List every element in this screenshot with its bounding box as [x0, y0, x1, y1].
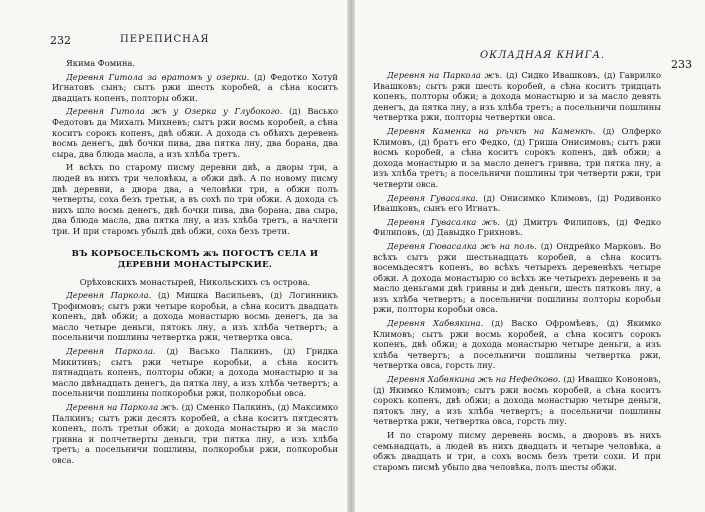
- paragraph: Деревня Гувасалка жъ. (д) Дмитръ Филиповъ, (д) Федко Филиповъ, (д) Давыдко Грихновъ.: [373, 216, 661, 238]
- paragraph: Деревня Паркола. (д) Мишка Васильевъ, (д) Логинникъ Трофимовъ; сытъ ржи четыре коробьи, а сѣна коситъ двадцать копенъ, двѣ обжи; а дохода монастырю восмь денегъ, да за масло четыре деньги, пятокъ лну, а изъ хлѣба четвертъ; а посельничи пошлины четвертка ржи, четвертка овса.: [52, 290, 338, 343]
- paragraph: И всѣхъ по старому писму деревни двѣ, а дворы три, а людей въ нихъ три человѣкы, а обжи двѣ. А по новому писму двѣ деревни, а двора два, а человѣки три, а обжи полъ четверты, соха безъ третьи, а въ сохѣ по три обжи. А дохода съ нихъ шло восмь денегъ, двѣ бочки пива, два борана, два сыра, два блюда масла, два пятка лну, а изъ хлѣба третъ, а начлеги три. И при старомъ убылѣ двѣ обжи, соха безъ трети.: [52, 162, 338, 236]
- paragraph: Якима Фомина.: [66, 58, 136, 68]
- right-page-number: 233: [671, 58, 692, 71]
- right-running-head: ОКЛАДНАЯ КНИГА.: [480, 50, 606, 61]
- paragraph: Деревня на Паркола жъ. (д) Сидко Ивашковъ, (д) Гаврилко Ивашковъ; сытъ ржи шесть коробей, а сѣна коситъ тридцать копенъ, полторы обжи; а дохода монастырю и за масло девять денегъ, да пятка лну, а изъ хлѣба третъ; а посельничи пошлины четвертка ржи, полторы четвертки овса.: [373, 70, 662, 123]
- section-heading: ВЪ КОРБОСЕЛЬСКОМЪ жъ ПОГОСТѢ СЕЛА И ДЕРЕВНИ МОНАСТЫРСКИЕ.: [71, 248, 319, 270]
- paragraph: И по старому писму деревень восмь, а дворовъ въ нихъ семьнадцать, а людей въ нихъ двадцать и четыре человѣка, а обжъ двадцать и три, а сохъ восмь безъ трети сохи. И при старомъ писмѣ убыло два человѣка, полъ шесты обжи.: [373, 430, 661, 472]
- right-page: [355, 0, 705, 512]
- left-page-body: [52, 58, 338, 469]
- paragraph: Деревня Паркола. (д) Васько Палкинъ, (д) Гридка Микитинъ; сытъ ржи четыре коробьи, а сѣна коситъ пятнадцать копенъ, полторы обжи; а дохода монастырю и за масло двѣнадцать денегъ, да пятка лну, а изъ хлѣба четвертъ; а посельничи пошлины полкоробьи ржи, полкоробьи овса.: [52, 346, 338, 399]
- subheading: Орѣховскихъ монастырей, Никольскихъ съ острова.: [79, 276, 311, 287]
- paragraph: Деревня Гювасалка жъ на поль. (д) Ондрейко Марковъ. Во всѣхъ сытъ ржи шестьнадцать коробей, а сѣна коситъ восемьдесятъ копенъ, во всѣхъ четырехъ деревенѣхъ четыре обжи. А дохода монастырю со всѣхъ же четырехъ деревень и за масло деньгами двѣ гривны и двѣ деньги, шесть пятковъ лну, а изъ хлѣба четвертъ; а посельничи пошлины полторы коробьи ржи, полторы коробьи овса.: [373, 240, 661, 315]
- paragraph: Деревня Гувасалка. (д) Онисимко Климовъ, (д) Родивонко Ивашковъ, сынъ его Игнатъ.: [373, 192, 661, 214]
- paragraph: Деревня Каменка на рѣчкѣ на Каменкѣ. (д) Олферко Климовъ, (д) братъ его Федко, (д) Гриша Онисимовъ; сытъ ржи восмь коробей, а сѣна коситъ сорокъ копенъ, двѣ обжи; а дохода монастырю и за масло денегъ гривна, три пятка лну, а изъ хлѣба третъ; а посельничи пошлины три четверти ржи, три четверти овса.: [373, 125, 661, 189]
- left-running-head: ПЕРЕПИСНАЯ: [120, 34, 210, 45]
- left-page-number: 232: [50, 34, 71, 47]
- paragraph: Деревня Гитола жъ у Озерка у Глубокого. (д) Васько Федотовъ да Михалъ Михневъ; сытъ ржи восмь коробей, а сѣна коситъ сорокъ копенъ, двѣ обжи. А дохода съ обѣихъ деревень восмь денегъ, двѣ бочки пива, два пятка лну, два борана, два сыра, два блюда масла, а изъ хлѣба третъ.: [52, 106, 338, 159]
- paragraph: Деревня Хабвякина. (д) Васко Офромѣевъ, (д) Якимко Климовъ; сытъ ржи восмь коробей, а сѣна коситъ сорокъ копенъ, двѣ обжи; а дохода монастырю четыре деньги, а изъ хлѣба четвертъ; а посельничи пошлины четвертка ржи, четвертка овса, горсть лну.: [373, 318, 661, 371]
- paragraph: Деревня Хабвякина жъ на Нефедково. (д) Ивашко Кононовъ, (д) Якимко Климовъ; сытъ ржи восмь коробей, а сѣна коситъ сорокъ копенъ, двѣ обжи; а дохода монастырю четыре деньги, пятокъ лну, а изъ хлѣба четвертъ; а посельничи пошлины четвертка ржи, четвертка овса, горсть лну.: [373, 374, 661, 427]
- paragraph: Деревня на Паркола жъ. (д) Сменко Палкинъ, (д) Максимко Палкинъ; сытъ ржи десять коробей, а сѣна коситъ пятдесятъ копенъ, полъ третьи обжи; а дохода монастырю и за масло гривна и полчетверты деньги, три пятка лну, а изъ хлѣба третъ; а посельничи пошлины, полкоробьи ржи, полкоробьи овса.: [52, 402, 338, 465]
- left-page: [0, 0, 350, 512]
- paragraph: Деревня Гитола за вратомъ у озерки. (д) Федотко Хотуй Игнатовъ сынъ; сытъ ржи шесть коробей, а сѣна коситъ двадцать копенъ, полторы обжи.: [52, 71, 338, 103]
- right-page-body: [373, 70, 661, 475]
